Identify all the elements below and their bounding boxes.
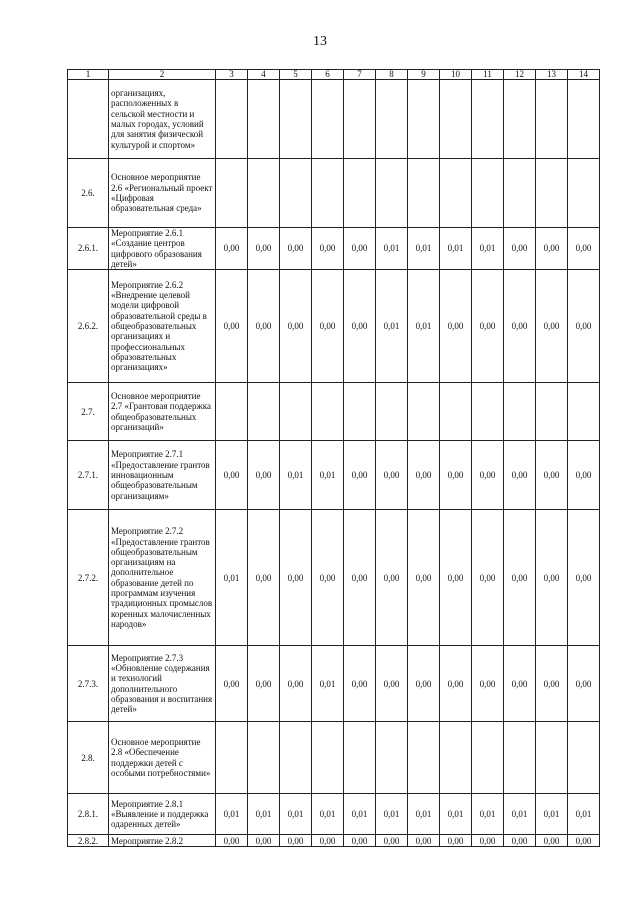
value-cell: 0,00 xyxy=(408,835,440,847)
row-description: Мероприятие 2.6.1 «Создание центров цифрового образования детей» xyxy=(109,228,216,270)
value-cell xyxy=(344,383,376,441)
value-cell: 0,00 xyxy=(344,228,376,270)
value-cell: 0,00 xyxy=(408,510,440,646)
row-description: Мероприятие 2.6.2 «Внедрение целевой модели цифровой образовательной среды в общеобразовательных организациях и профессиональных образовательных организациях» xyxy=(109,270,216,383)
value-cell: 0,00 xyxy=(536,441,568,510)
value-cell: 0,00 xyxy=(376,646,408,722)
value-cell: 0,00 xyxy=(216,228,248,270)
column-header: 10 xyxy=(440,70,472,80)
value-cell: 0,00 xyxy=(568,270,600,383)
row-description: Основное мероприятие 2.6 «Региональный проект «Цифровая образовательная среда» xyxy=(109,159,216,228)
value-cell xyxy=(440,159,472,228)
table-row xyxy=(68,228,600,270)
page-number: 13 xyxy=(313,34,327,49)
column-header: 14 xyxy=(568,70,600,80)
table-row xyxy=(68,835,600,847)
budget-table xyxy=(67,69,600,847)
column-header: 3 xyxy=(216,70,248,80)
value-cell: 0,00 xyxy=(216,270,248,383)
column-header: 12 xyxy=(504,70,536,80)
value-cell xyxy=(344,80,376,159)
row-description: Основное мероприятие 2.8 «Обеспечение поддержки детей с особыми потребностями» xyxy=(109,722,216,794)
value-cell: 0,00 xyxy=(312,510,344,646)
value-cell: 0,01 xyxy=(376,794,408,835)
value-cell: 0,00 xyxy=(472,270,504,383)
row-number: 2.8.2. xyxy=(68,835,109,847)
value-cell: 0,00 xyxy=(408,646,440,722)
value-cell: 0,00 xyxy=(312,835,344,847)
value-cell xyxy=(280,722,312,794)
value-cell xyxy=(536,159,568,228)
value-cell xyxy=(376,159,408,228)
column-header: 11 xyxy=(472,70,504,80)
value-cell xyxy=(408,383,440,441)
value-cell xyxy=(440,722,472,794)
value-cell xyxy=(344,722,376,794)
value-cell: 0,00 xyxy=(568,835,600,847)
table-row xyxy=(68,159,600,228)
value-cell: 0,00 xyxy=(376,835,408,847)
value-cell xyxy=(504,383,536,441)
value-cell: 0,00 xyxy=(504,835,536,847)
value-cell xyxy=(504,80,536,159)
value-cell xyxy=(568,383,600,441)
value-cell: 0,00 xyxy=(248,270,280,383)
table-row xyxy=(68,441,600,510)
value-cell: 0,00 xyxy=(472,835,504,847)
value-cell: 0,00 xyxy=(280,510,312,646)
value-cell: 0,01 xyxy=(312,646,344,722)
value-cell: 0,00 xyxy=(312,270,344,383)
value-cell: 0,00 xyxy=(440,270,472,383)
column-header: 7 xyxy=(344,70,376,80)
value-cell: 0,00 xyxy=(472,441,504,510)
table-row xyxy=(68,646,600,722)
value-cell: 0,00 xyxy=(440,510,472,646)
value-cell xyxy=(568,80,600,159)
value-cell: 0,00 xyxy=(280,646,312,722)
value-cell: 0,00 xyxy=(248,228,280,270)
value-cell: 0,00 xyxy=(536,270,568,383)
value-cell xyxy=(312,722,344,794)
value-cell xyxy=(312,383,344,441)
value-cell xyxy=(440,80,472,159)
value-cell: 0,01 xyxy=(344,794,376,835)
table-row xyxy=(68,794,600,835)
value-cell: 0,00 xyxy=(344,510,376,646)
value-cell: 0,01 xyxy=(312,794,344,835)
value-cell: 0,00 xyxy=(440,441,472,510)
value-cell: 0,01 xyxy=(216,510,248,646)
value-cell: 0,00 xyxy=(248,510,280,646)
value-cell xyxy=(408,159,440,228)
row-number: 2.6. xyxy=(68,159,109,228)
row-number: 2.7.2. xyxy=(68,510,109,646)
value-cell xyxy=(504,722,536,794)
row-description: Мероприятие 2.8.1 «Выявление и поддержка одаренных детей» xyxy=(109,794,216,835)
value-cell xyxy=(216,159,248,228)
value-cell: 0,00 xyxy=(344,270,376,383)
value-cell xyxy=(568,159,600,228)
header-row xyxy=(68,70,600,80)
value-cell: 0,01 xyxy=(408,794,440,835)
value-cell xyxy=(376,722,408,794)
value-cell: 0,01 xyxy=(536,794,568,835)
value-cell: 0,00 xyxy=(440,646,472,722)
value-cell: 0,01 xyxy=(312,441,344,510)
value-cell xyxy=(248,80,280,159)
value-cell: 0,00 xyxy=(280,270,312,383)
value-cell: 0,01 xyxy=(568,794,600,835)
value-cell xyxy=(280,383,312,441)
value-cell xyxy=(472,722,504,794)
value-cell: 0,00 xyxy=(408,441,440,510)
value-cell xyxy=(504,159,536,228)
value-cell xyxy=(216,80,248,159)
value-cell xyxy=(312,159,344,228)
value-cell xyxy=(312,80,344,159)
table-row xyxy=(68,383,600,441)
row-number: 2.8.1. xyxy=(68,794,109,835)
value-cell: 0,00 xyxy=(504,441,536,510)
row-number: 2.7. xyxy=(68,383,109,441)
value-cell: 0,00 xyxy=(376,510,408,646)
value-cell: 0,00 xyxy=(344,646,376,722)
value-cell: 0,00 xyxy=(216,835,248,847)
row-number: 2.6.1. xyxy=(68,228,109,270)
value-cell xyxy=(280,159,312,228)
table-row xyxy=(68,270,600,383)
column-header: 13 xyxy=(536,70,568,80)
row-number xyxy=(68,80,109,159)
value-cell: 0,01 xyxy=(280,441,312,510)
value-cell: 0,00 xyxy=(504,228,536,270)
value-cell: 0,00 xyxy=(248,646,280,722)
value-cell: 0,00 xyxy=(216,646,248,722)
value-cell xyxy=(216,722,248,794)
value-cell: 0,00 xyxy=(344,835,376,847)
value-cell: 0,00 xyxy=(568,646,600,722)
value-cell: 0,00 xyxy=(248,835,280,847)
row-description: организациях, расположенных в сельской местности и малых городах, условий для занятия физической культурой и спортом» xyxy=(109,80,216,159)
value-cell: 0,01 xyxy=(472,228,504,270)
table-row xyxy=(68,510,600,646)
row-description: Мероприятие 2.7.1 «Предоставление грантов инновационным общеобразовательным организациям» xyxy=(109,441,216,510)
value-cell: 0,00 xyxy=(536,835,568,847)
value-cell: 0,00 xyxy=(536,646,568,722)
value-cell: 0,00 xyxy=(248,441,280,510)
value-cell: 0,00 xyxy=(472,510,504,646)
column-header: 9 xyxy=(408,70,440,80)
value-cell xyxy=(248,722,280,794)
table-row xyxy=(68,722,600,794)
value-cell: 0,01 xyxy=(248,794,280,835)
value-cell xyxy=(536,80,568,159)
value-cell xyxy=(472,159,504,228)
value-cell xyxy=(440,383,472,441)
table-row xyxy=(68,80,600,159)
value-cell: 0,00 xyxy=(536,510,568,646)
row-description: Мероприятие 2.7.2 «Предоставление грантов общеобразовательным организациям на дополнительное образование детей по программам изучения традиционных промыслов коренных малочисленных народов» xyxy=(109,510,216,646)
value-cell: 0,00 xyxy=(504,270,536,383)
value-cell: 0,00 xyxy=(568,228,600,270)
value-cell: 0,00 xyxy=(376,441,408,510)
value-cell: 0,01 xyxy=(280,794,312,835)
value-cell xyxy=(568,722,600,794)
value-cell: 0,00 xyxy=(568,441,600,510)
value-cell xyxy=(216,383,248,441)
value-cell: 0,01 xyxy=(216,794,248,835)
row-description: Основное мероприятие 2.7 «Грантовая поддержка общеобразовательных организаций» xyxy=(109,383,216,441)
value-cell xyxy=(280,80,312,159)
row-description: Мероприятие 2.7.3 «Обновление содержания и технологий дополнительного образования и воспитания детей» xyxy=(109,646,216,722)
value-cell: 0,01 xyxy=(472,794,504,835)
row-description: Мероприятие 2.8.2 xyxy=(109,835,216,847)
column-header: 6 xyxy=(312,70,344,80)
value-cell xyxy=(248,383,280,441)
value-cell: 0,00 xyxy=(504,510,536,646)
column-header: 1 xyxy=(68,70,109,80)
value-cell: 0,00 xyxy=(472,646,504,722)
value-cell: 0,00 xyxy=(536,228,568,270)
value-cell: 0,01 xyxy=(440,228,472,270)
value-cell xyxy=(408,722,440,794)
column-header: 2 xyxy=(109,70,216,80)
value-cell: 0,01 xyxy=(440,794,472,835)
value-cell xyxy=(344,159,376,228)
table-body xyxy=(68,70,600,847)
value-cell xyxy=(376,80,408,159)
row-number: 2.7.3. xyxy=(68,646,109,722)
column-header: 5 xyxy=(280,70,312,80)
value-cell xyxy=(376,383,408,441)
value-cell xyxy=(536,722,568,794)
value-cell: 0,00 xyxy=(216,441,248,510)
value-cell xyxy=(536,383,568,441)
value-cell: 0,00 xyxy=(312,228,344,270)
value-cell xyxy=(248,159,280,228)
value-cell: 0,01 xyxy=(504,794,536,835)
value-cell: 0,00 xyxy=(440,835,472,847)
row-number: 2.7.1. xyxy=(68,441,109,510)
value-cell xyxy=(472,383,504,441)
row-number: 2.6.2. xyxy=(68,270,109,383)
row-number: 2.8. xyxy=(68,722,109,794)
value-cell: 0,01 xyxy=(408,270,440,383)
value-cell: 0,00 xyxy=(280,835,312,847)
value-cell xyxy=(472,80,504,159)
column-header: 8 xyxy=(376,70,408,80)
value-cell: 0,00 xyxy=(504,646,536,722)
value-cell: 0,00 xyxy=(568,510,600,646)
value-cell: 0,01 xyxy=(408,228,440,270)
value-cell: 0,01 xyxy=(376,228,408,270)
value-cell xyxy=(408,80,440,159)
value-cell: 0,00 xyxy=(280,228,312,270)
column-header: 4 xyxy=(248,70,280,80)
value-cell: 0,00 xyxy=(344,441,376,510)
value-cell: 0,01 xyxy=(376,270,408,383)
